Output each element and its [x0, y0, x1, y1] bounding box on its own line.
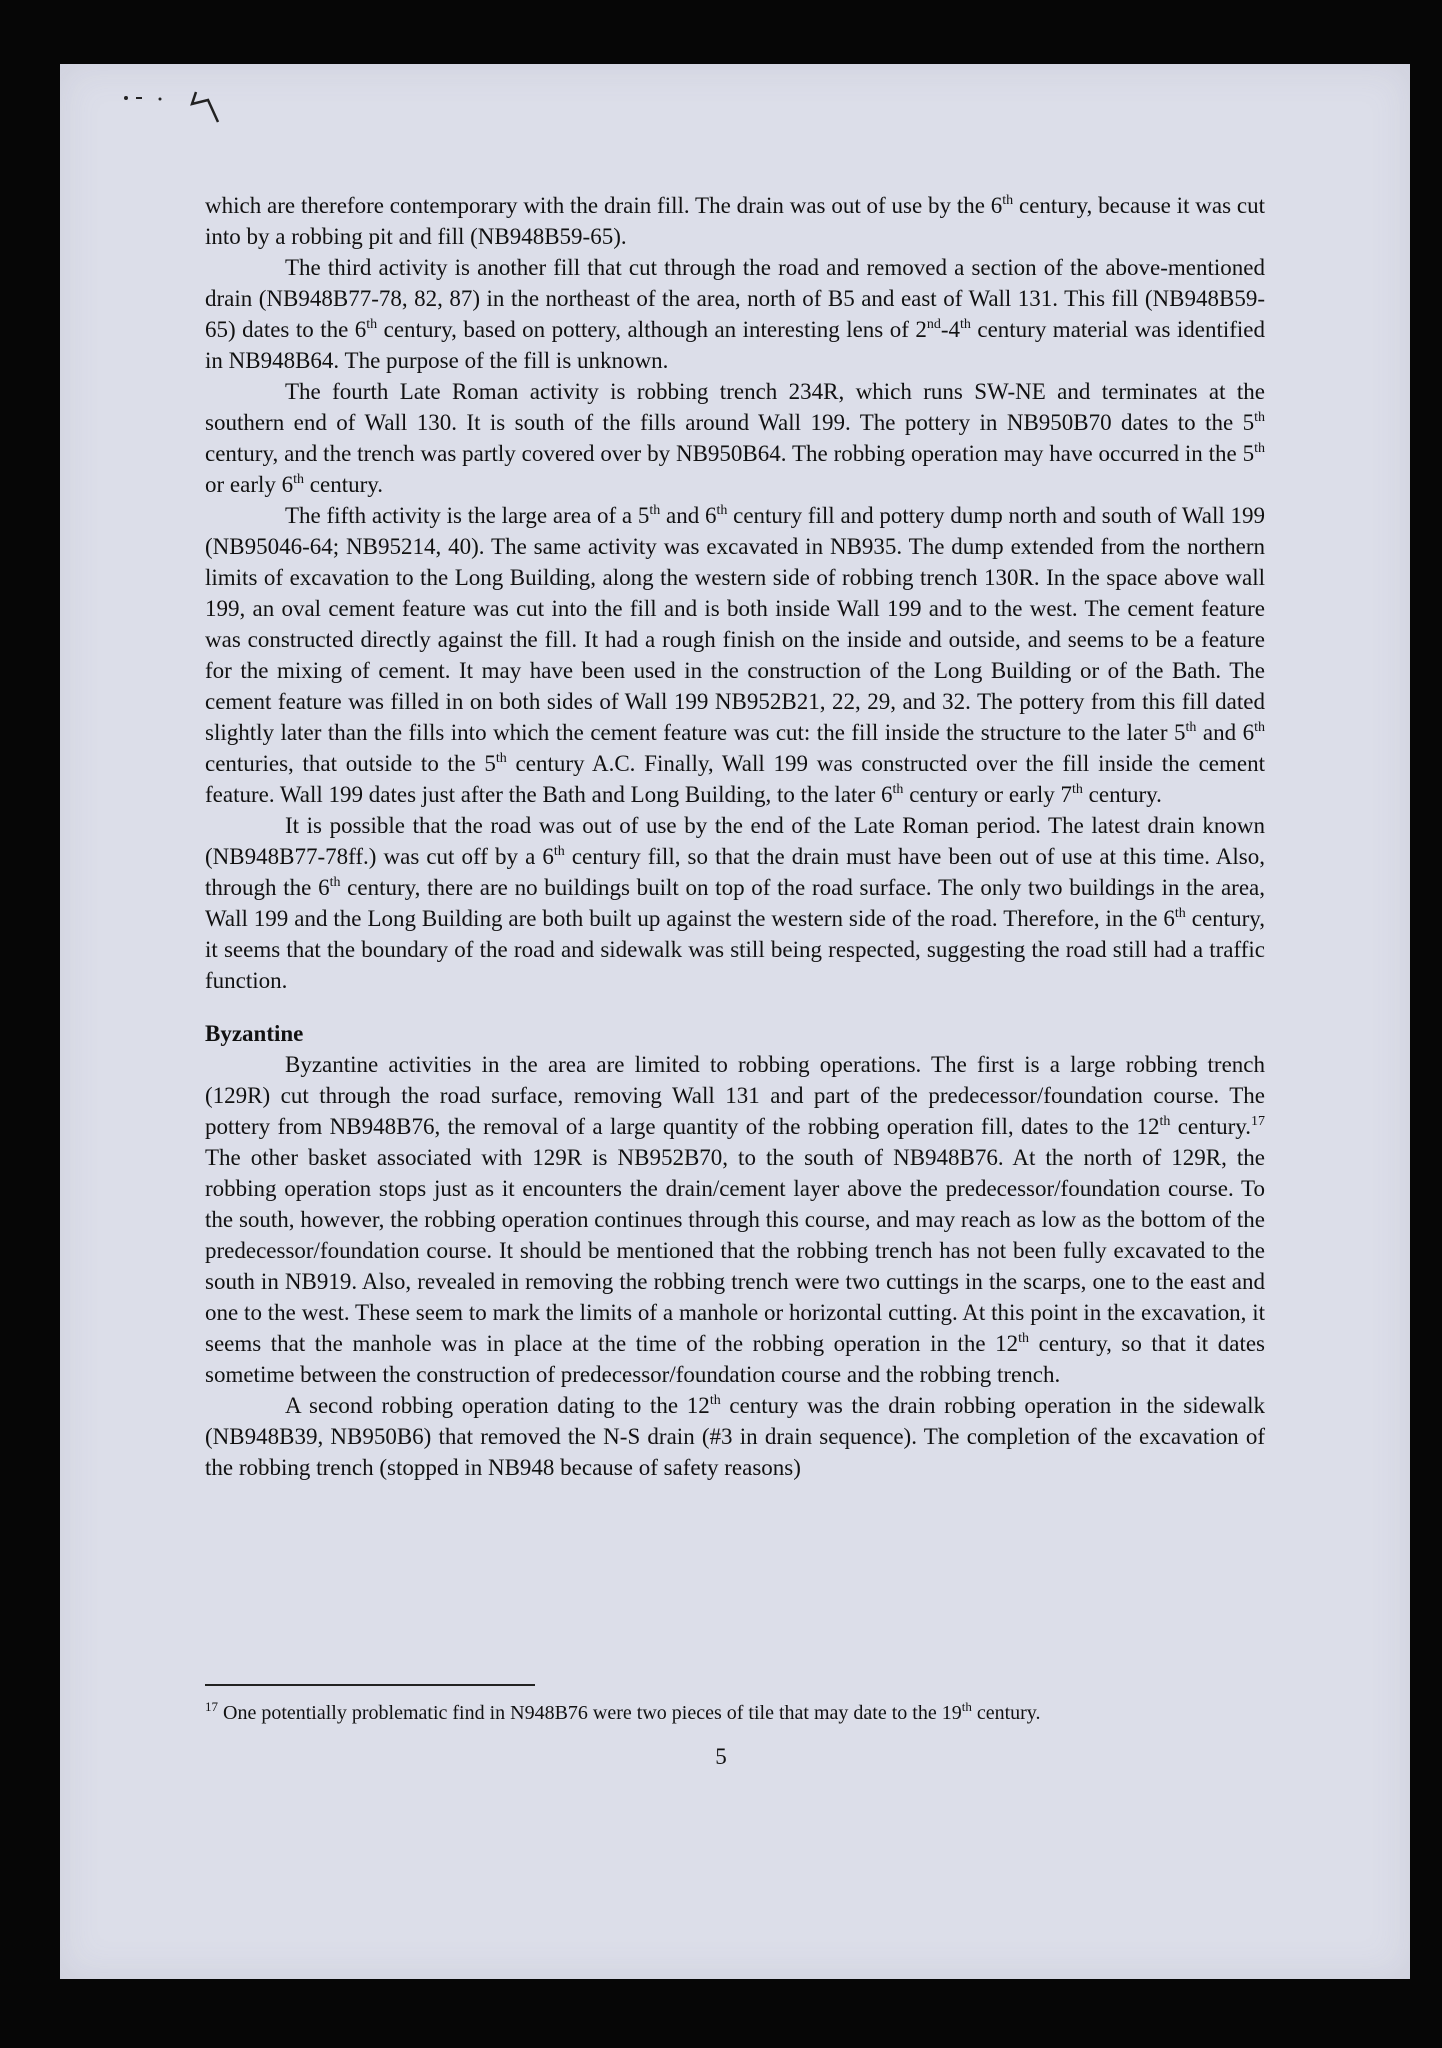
- paragraph: The fourth Late Roman activity is robbing trench 234R, which runs SW-NE and terminates at the southern end of Wall 130. It is south of the fills around Wall 199. The pottery in NB950B70 dates to the 5th century, and the trench was partly covered over by NB950B64. The robbing operation may have occurred in the 5th or early 6th century.: [205, 379, 1265, 497]
- paragraph: It is possible that the road was out of use by the end of the Late Roman period. The latest drain known (NB948B77-78ff.) was cut off by a 6th century fill, so that the drain must have been out of use at this time. Also, through the 6th century, there are no buildings built on top of the road surface. The only two buildings in the area, Wall 199 and the Long Building are both built up against the western side of the road. Therefore, in the 6th century, it seems that the boundary of the road and sidewalk was still being respected, suggesting the road still had a traffic function.: [205, 813, 1266, 993]
- footnote: $^{17}$ One potentially problematic find in N948B76 were two pieces of tile that may date to the 19th century.: [205, 1699, 1041, 1724]
- footnote-divider: [205, 1684, 535, 1686]
- paragraph: A second robbing operation dating to the 12th century was the drain robbing operation in the sidewalk (NB948B39, NB950B6) that removed the N-S drain (#3 in drain sequence). The completion of the excavation of the robbing trench (stopped in NB948 because of safety reasons): [205, 1393, 1266, 1480]
- paragraph: which are therefore contemporary with the drain fill. The drain was out of use by the 6th century, because it was cut into by a robbing pit and fill (NB948B59-65).: [205, 193, 1265, 249]
- paragraph: Byzantine activities in the area are limited to robbing operations. The first is a large robbing trench (129R) cut through the road surface, removing Wall 131 and part of the predecessor/foundation course. The pottery from NB948B76, the removal of a large quantity of the robbing operation fill, dates to the 12th century.$^{17}$ The other basket associated with 129R is NB952B70, to the south of NB948B76. At the north of 129R, the robbing operation stops just as it encounters the drain/cement layer above the predecessor/foundation course. To the south, however, the robbing operation continues through this course, and may reach as low as the bottom of the predecessor/foundation course. It should be mentioned that the robbing trench has not been fully excavated to the south in NB919. Also, revealed in removing the robbing trench were two cuttings in the scarps, one to the east and one to the west. These seem to mark the limits of a manhole or horizontal cutting. At this point in the excavation, it seems that the manhole was in place at the time of the robbing operation in the 12th century, so that it dates sometime between the construction of predecessor/foundation course and the robbing trench.: [205, 1052, 1266, 1387]
- handwritten-scribble-icon: [122, 90, 232, 130]
- footnote-reference: 17: [1251, 1114, 1265, 1129]
- paragraph: The third activity is another fill that cut through the road and removed a section of the above-mentioned drain (NB948B77-78, 82, 87) in the northeast of the area, north of B5 and east of Wall 131. This fill (NB948B59-65) dates to the 6th century, based on pottery, although an interesting lens of 2nd-4th century material was identified in NB948B64. The purpose of the fill is unknown.: [205, 255, 1265, 373]
- paragraph: The fifth activity is the large area of a 5th and 6th century fill and pottery dump north and south of Wall 199 (NB95046-64; NB95214, 40). The same activity was excavated in NB935. The dump extended from the northern limits of excavation to the Long Building, along the western side of robbing trench 130R. In the space above wall 199, an oval cement feature was cut into the fill and is both inside Wall 199 and to the west. The cement feature was constructed directly against the fill. It had a rough finish on the inside and outside, and seems to be a feature for the mixing of cement. It may have been used in the construction of the Long Building or of the Bath. The cement feature was filled in on both sides of Wall 199 NB952B21, 22, 29, and 32. The pottery from this fill dated slightly later than the fills into which the cement feature was cut: the fill inside the structure to the later 5th and 6th centuries, that outside to the 5th century A.C. Finally, Wall 199 was constructed over the fill inside the cement feature. Wall 199 dates just after the Bath and Long Building, to the later 6th century or early 7th century.: [205, 503, 1265, 807]
- page-number: 5: [715, 1744, 727, 1769]
- section-heading: Byzantine: [205, 1021, 304, 1046]
- document-body: [205, 190, 1265, 1483]
